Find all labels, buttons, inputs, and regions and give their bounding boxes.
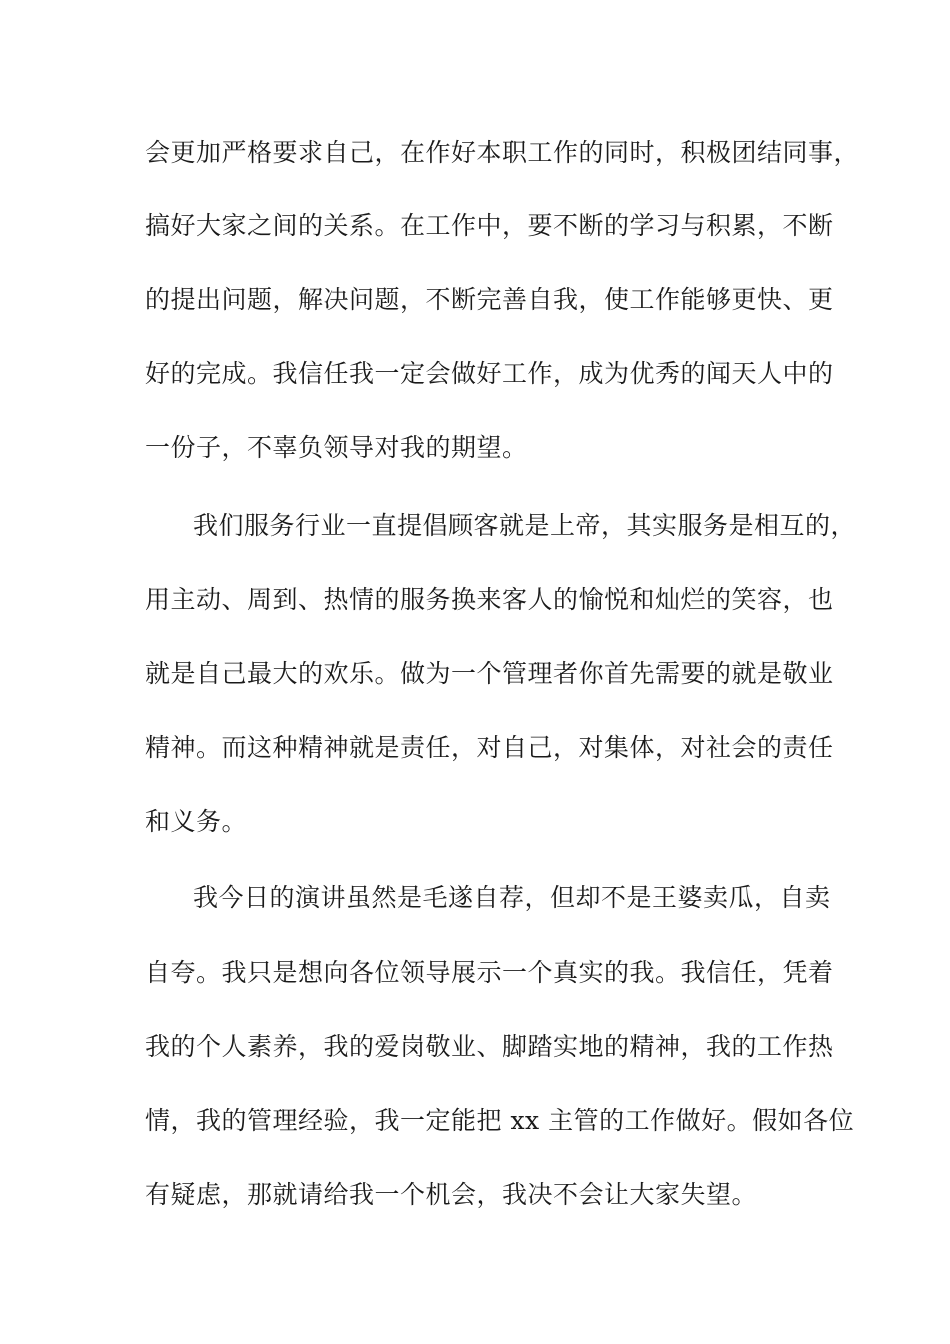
paragraph-2-line-1: 我们服务行业一直提倡顾客就是上帝，其实服务是相互的， bbox=[193, 511, 857, 540]
paragraph-2-line-2: 用主动、周到、热情的服务换来客人的愉悦和灿烂的笑容，也 bbox=[145, 585, 834, 614]
paragraph-1-line-4: 好的完成。我信任我一定会做好工作，成为优秀的闻天人中的 bbox=[145, 359, 834, 388]
paragraph-3-line-3: 我的个人素养，我的爱岗敬业、脚踏实地的精神，我的工作热 bbox=[145, 1032, 834, 1061]
paragraph-3-line-4: 情，我的管理经验，我一定能把 xx 主管的工作做好。假如各位 bbox=[145, 1106, 855, 1135]
paragraph-3-line-1: 我今日的演讲虽然是毛遂自荐，但却不是王婆卖瓜，自卖 bbox=[193, 883, 831, 912]
paragraph-1-line-5: 一份子，不辜负领导对我的期望。 bbox=[145, 433, 528, 462]
paragraph-2-line-3: 就是自己最大的欢乐。做为一个管理者你首先需要的就是敬业 bbox=[145, 659, 834, 688]
paragraph-2-line-4: 精神。而这种精神就是责任，对自己，对集体，对社会的责任 bbox=[145, 733, 834, 762]
paragraph-1-line-1: 会更加严格要求自己，在作好本职工作的同时，积极团结同事， bbox=[145, 138, 860, 167]
paragraph-3-line-2: 自夸。我只是想向各位领导展示一个真实的我。我信任，凭着 bbox=[145, 958, 834, 987]
paragraph-1-line-3: 的提出问题，解决问题，不断完善自我，使工作能够更快、更 bbox=[145, 285, 834, 314]
paragraph-3-line-5: 有疑虑，那就请给我一个机会，我决不会让大家失望。 bbox=[145, 1180, 758, 1209]
paragraph-2-line-5: 和义务。 bbox=[145, 807, 248, 836]
paragraph-1-line-2: 搞好大家之间的关系。在工作中，要不断的学习与积累，不断 bbox=[145, 211, 834, 240]
